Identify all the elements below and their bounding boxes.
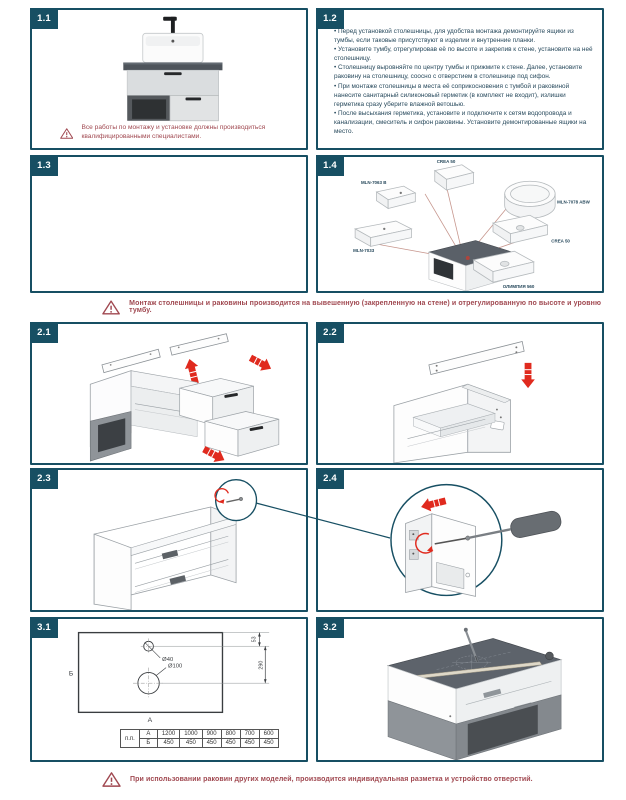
back-rail-install-illustration	[318, 324, 602, 463]
size-cell: 900	[202, 730, 221, 739]
dim-small-label: 53	[251, 636, 258, 643]
row-a-header: А	[139, 730, 157, 739]
sink-label-bottom: ОЛИМПИЯ 560	[502, 284, 535, 290]
size-cell: 450	[157, 739, 179, 748]
step-badge-2-1: 2.1	[30, 322, 58, 343]
step-badge-1-1: 1.1	[30, 8, 58, 29]
size-cell: 450	[180, 739, 202, 748]
instruction-item: • При монтаже столешницы в места её соприкосновения с тумбой и раковиной нанесите санитарный силиконовый герметик (в комплект не входит), излишки герметика сразу уберите влажной ветошью.	[334, 82, 570, 108]
hole-small	[141, 638, 174, 662]
instruction-item: • После высыхания герметика, установите и подключите к сетям водопровода и канализации, смеситель и сифон раковины. Установите демонтированные ящики на место.	[334, 109, 587, 136]
drawer-removal-illustration	[32, 324, 306, 463]
panel-warning	[60, 124, 298, 142]
warning-triangle-icon	[102, 299, 120, 316]
warning-banner-bottom	[30, 766, 604, 792]
warning-triangle-icon	[102, 771, 121, 788]
warning-banner-mid	[30, 294, 604, 320]
sink-square-left	[376, 186, 415, 208]
instruction-item: • Перед установкой столешницы, для удобства монтажа демонтируйте ящики из тумбы, если таковые присутствуют в изделии и внутренние планки.	[334, 28, 574, 45]
size-cell: 1000	[180, 730, 202, 739]
side-label: Б	[68, 670, 74, 678]
panel-3-1	[30, 617, 308, 762]
magnifier-circle	[215, 480, 256, 521]
faucet	[163, 17, 177, 34]
hole-small-label: Ø40	[162, 656, 174, 663]
sink-label-right-upper: MLN-7078 ABW	[557, 199, 590, 205]
cabinet-carcass	[94, 507, 236, 610]
cabinet-corner	[406, 514, 476, 597]
vessel-sink	[143, 33, 203, 62]
step-badge-2-2: 2.2	[316, 322, 344, 343]
sink-compatibility-diagram	[318, 157, 602, 291]
instruction-item: • Столешницу выровняйте по центру тумбы и прижмите к стене. Далее, установите раковину на столешницу, соосно с отверстием в столешнице под сифон.	[334, 64, 583, 81]
sink-round-right	[505, 181, 555, 218]
size-cell: 450	[221, 739, 240, 748]
cabinet-carcass	[394, 384, 511, 463]
instruction-list	[334, 27, 594, 136]
carcass-screw-location-illustration	[32, 470, 306, 610]
panel-3-2	[316, 617, 604, 762]
back-rail-plank	[429, 341, 524, 374]
size-table-corner: п.п.	[121, 730, 140, 748]
screw-fastening-detail-illustration	[318, 470, 602, 610]
size-cell: 450	[202, 739, 221, 748]
countertop	[123, 62, 222, 70]
bottom-label: А	[147, 717, 153, 725]
step-badge-2-4: 2.4	[316, 468, 344, 489]
step-badge-2-3: 2.3	[30, 468, 58, 489]
step-badge-1-2: 1.2	[316, 8, 344, 29]
sink-label-left-upper: MLN-7063 В	[360, 180, 387, 186]
step-badge-1-3: 1.3	[30, 155, 58, 176]
hole-big-label: Ø100	[168, 663, 183, 670]
panel-2-3	[30, 468, 308, 612]
panel-1-4	[316, 155, 604, 293]
panel-2-1	[30, 322, 308, 465]
panel-1-2	[316, 8, 604, 150]
panel-2-4	[316, 468, 604, 612]
sink-square-top	[435, 165, 474, 190]
panel-1-3	[30, 155, 308, 293]
step-badge-1-4: 1.4	[316, 155, 344, 176]
sink-rect-right	[493, 215, 547, 243]
cabinet-body	[127, 70, 218, 121]
arrow-pull-upper	[247, 352, 274, 375]
panel-1-1	[30, 8, 308, 150]
size-cell: 600	[259, 730, 278, 739]
tape-measure	[546, 652, 554, 660]
panel-2-2	[316, 322, 604, 465]
size-cell: 450	[259, 739, 278, 748]
instruction-item: • Установите тумбу, отрегулировав её по высоте и закрепив к стене, установите на неё столешницу.	[334, 46, 593, 63]
countertop-marking-illustration	[318, 619, 602, 760]
size-cell: 1200	[157, 730, 179, 739]
arrow-down	[521, 363, 535, 388]
sink-label-left-lower: MLN-7033	[353, 248, 375, 254]
warning-triangle-icon	[60, 125, 73, 142]
banner-text-bottom: При использовании раковин других моделей, производится индивидуальная разметка и устройство отверстий.	[130, 775, 533, 783]
size-cell: 700	[240, 730, 259, 739]
sink-label-right-mid: CREA 50	[551, 238, 570, 244]
size-table	[120, 729, 279, 748]
size-cell: 800	[221, 730, 240, 739]
step-badge-3-1: 3.1	[30, 617, 58, 638]
size-cell: 450	[240, 739, 259, 748]
inner-planks	[102, 334, 228, 373]
hole-big	[133, 664, 183, 699]
sink-rect-left	[355, 221, 411, 246]
sink-label-top: CREA 50	[436, 158, 456, 164]
banner-text-mid: Монтаж столешницы и раковины производится на вывешенную (закрепленную на стене) и отрегулированную по высоте и уровню тумбу.	[129, 300, 602, 314]
panel-warning-text: Все работы по монтажу и установке должны производиться квалифицированными специалистами.	[81, 124, 266, 141]
row-b-header: Б	[139, 739, 157, 748]
step-badge-3-2: 3.2	[316, 617, 344, 638]
dim-big-label: 290	[258, 660, 265, 670]
